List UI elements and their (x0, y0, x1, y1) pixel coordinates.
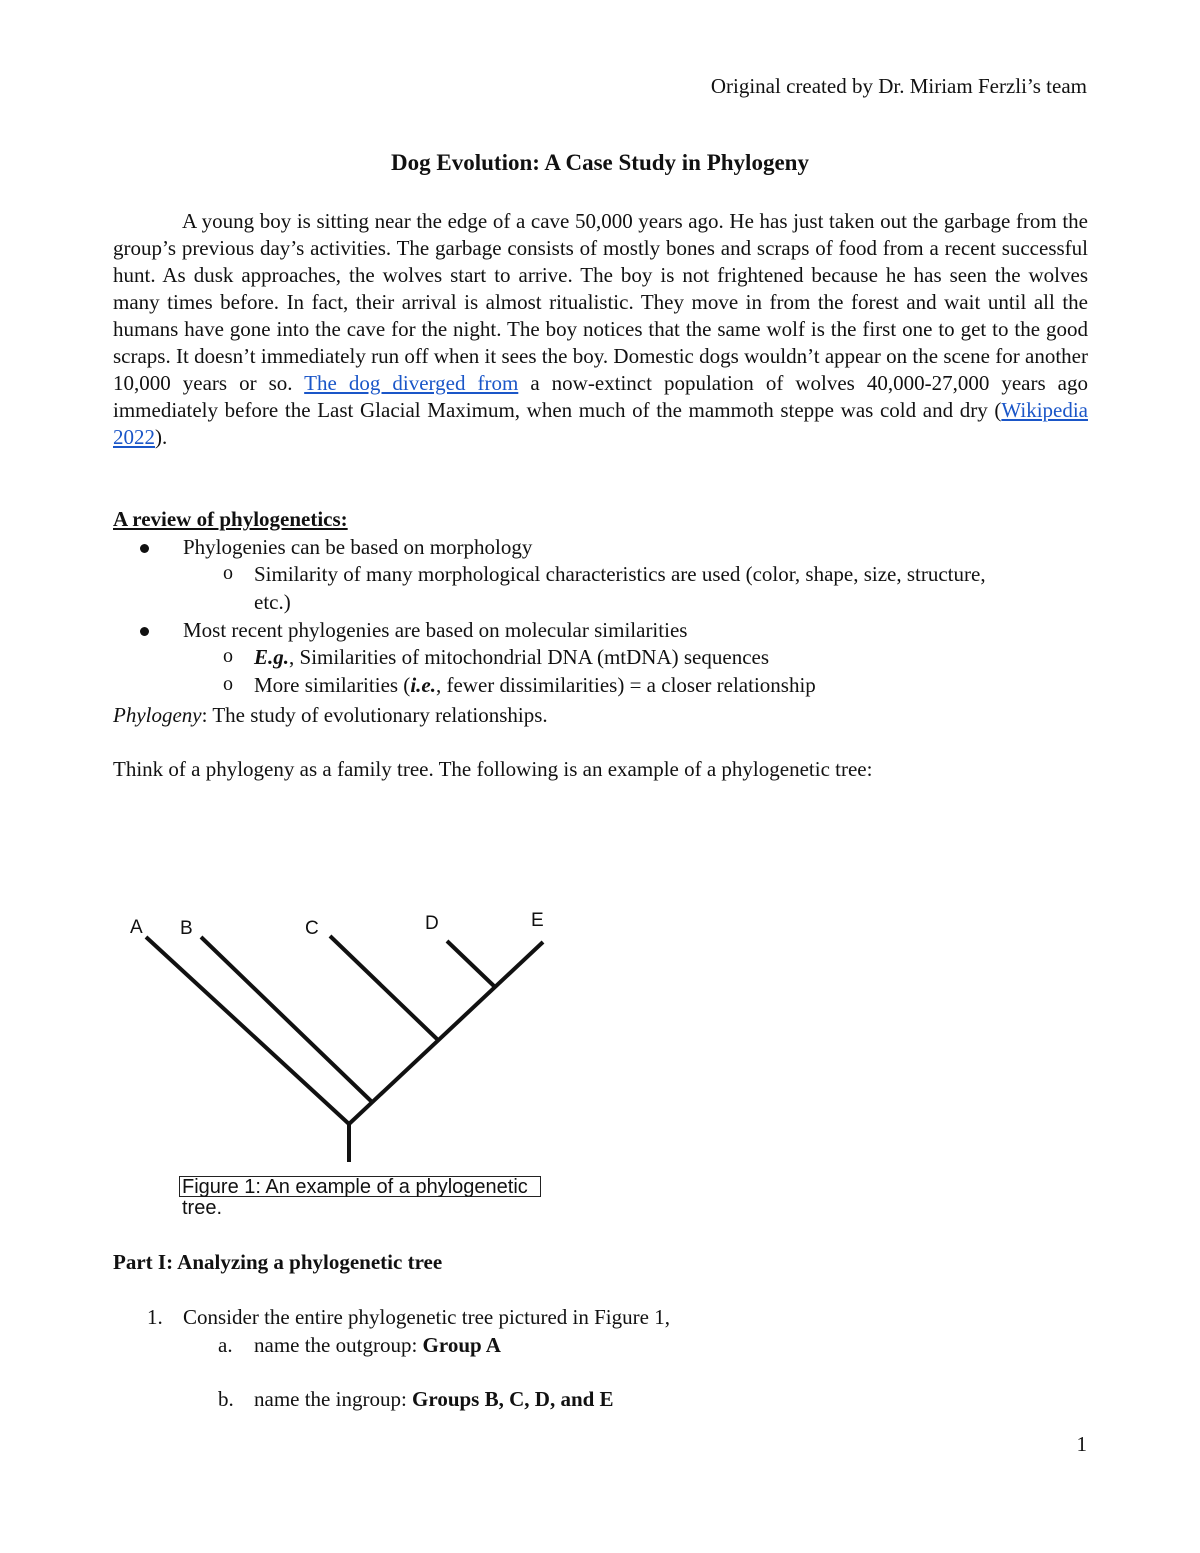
review-heading: A review of phylogenetics: (113, 507, 348, 531)
sub-bullet-similarity-pre: More similarities ( (254, 673, 411, 697)
question-b (254, 1387, 614, 1412)
tree-label-d: D (425, 913, 439, 934)
branch-b (201, 937, 372, 1102)
tree-label-e: E (531, 910, 544, 931)
sub-bullet-marker: o (223, 562, 233, 584)
question-b-letter: b. (218, 1387, 234, 1411)
page-number: 1 (1076, 1432, 1087, 1456)
eg-abbrev: E.g. (254, 645, 290, 669)
question-1-text: Consider the entire phylogenetic tree pictured in Figure 1, (183, 1305, 670, 1329)
page-header: Original created by Dr. Miriam Ferzli’s team (710, 74, 1087, 98)
sub-bullet-similarity-rest: , fewer dissimilarities) = a closer relationship (435, 673, 816, 697)
ie-abbrev: i.e. (410, 673, 436, 697)
sub-bullet-morph-line2: etc.) (254, 590, 291, 614)
sub-bullet-marker: o (223, 645, 233, 667)
tree-branches (146, 936, 543, 1162)
sub-bullet-mtdna-text: , Similarities of mitochondrial DNA (mtDNA) sequences (289, 645, 770, 669)
tree-label-c: C (305, 918, 319, 939)
branch-c (330, 936, 438, 1040)
question-a (254, 1333, 501, 1358)
tree-label-b: B (180, 918, 193, 939)
branch-main (349, 942, 543, 1124)
figure-caption: Figure 1: An example of a phylogenetic tree. (179, 1176, 541, 1197)
question-b-answer: Groups B, C, D, and E (412, 1387, 614, 1411)
tree-intro: Think of a phylogeny as a family tree. The following is an example of a phylogenetic tree: (113, 757, 873, 781)
bullet-molecular: Most recent phylogenies are based on molecular similarities (183, 618, 688, 642)
definition-text: : The study of evolutionary relationships. (201, 703, 548, 727)
sub-bullet-marker: o (223, 673, 233, 695)
part1-heading: Part I: Analyzing a phylogenetic tree (113, 1250, 443, 1274)
question-a-letter: a. (218, 1333, 233, 1357)
question-a-text: name the outgroup: (254, 1333, 423, 1357)
dog-diverged-link[interactable]: The dog diverged from (304, 371, 519, 395)
intro-text-1: A young boy is sitting near the edge of a cave 50,000 years ago. He has just taken out the garbage from the group’s previous day’s activities. The garbage consists of mostly bones and scraps of food from a recent successful hunt. As dusk approaches, the wolves start to arrive. The boy is not frightened because he has seen the wolves many times before. In fact, their arrival is almost ritualistic. They move in from the forest and wait until all the humans have gone into the cave for the night. The boy notices that the same wolf is the first one to get to the good scraps. It doesn’t immediately run off when it sees the boy. Domestic dogs wouldn’t appear on the scene for another 10,000 years or so. (113, 209, 1088, 395)
tree-label-a: A (130, 917, 143, 938)
branch-a (146, 937, 349, 1124)
definition-term: Phylogeny (113, 703, 202, 727)
question-number: 1. (147, 1305, 163, 1329)
document-title: Dog Evolution: A Case Study in Phylogeny (391, 150, 809, 175)
sub-bullet-morph-line1: Similarity of many morphological characteristics are used (color, shape, size, structure, (254, 562, 986, 586)
question-a-answer: Group A (422, 1333, 501, 1357)
wikipedia-link[interactable]: Wikipedia 2022 (113, 398, 1088, 449)
branch-d (447, 941, 495, 987)
intro-text-2: a now-extinct population of wolves 40,000-27,000 years ago immediately before the Last Glacial Maximum, when much of the mammoth steppe was cold and dry ( (113, 371, 1089, 422)
intro-text-3: ). (155, 425, 168, 449)
bullet-morphology: Phylogenies can be based on morphology (183, 535, 533, 559)
question-b-text: name the ingroup: (254, 1387, 413, 1411)
